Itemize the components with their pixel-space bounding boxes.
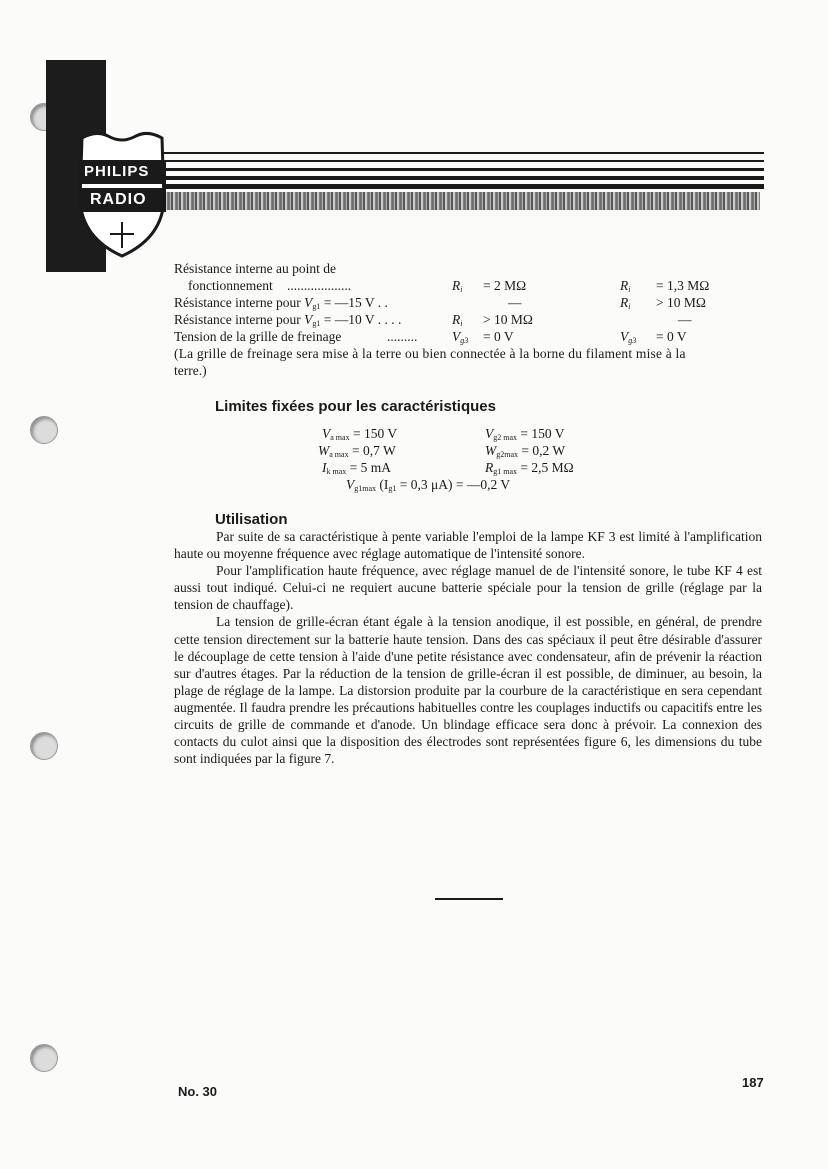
- spec-row3-value-2: —: [678, 312, 692, 327]
- spec-note-line2: terre.): [174, 363, 207, 378]
- footer-issue-number: No. 30: [178, 1084, 218, 1099]
- limit-vg2: $V_{g2 max} = 150$ V: [485, 426, 565, 442]
- page-number: 187: [742, 1075, 764, 1090]
- spec-row4-dots: .........: [387, 329, 418, 344]
- spec-row4-value-2: = 0 V: [656, 329, 687, 344]
- usage-paragraph-1: Par suite de sa caractéristique à pente variable l'emploi de la lampe KF 3 est limité à l'amplification haute ou moyenne fréquence avec réglage automatique de l'intensité sonore.: [174, 529, 762, 562]
- spec-row3-symbol: $R_i$: [452, 312, 463, 328]
- spec-row3-value: > 10 MΩ: [483, 312, 533, 327]
- spec-row1-dots: ...................: [287, 278, 352, 293]
- logo-text-radio: RADIO: [90, 191, 147, 208]
- header-rule-5: [160, 184, 764, 189]
- logo-text-philips: PHILIPS: [84, 163, 150, 180]
- spec-note-line1: (La grille de freinage sera mise à la terre ou bien connectée à la borne du filament mise à la: [174, 346, 686, 361]
- spec-row1-label-b: fonctionnement: [188, 278, 273, 293]
- header-rule-1: [160, 152, 764, 154]
- usage-heading: Utilisation: [215, 511, 288, 528]
- header-rule-3: [160, 168, 764, 171]
- header-rule-2: [160, 160, 764, 162]
- spec-row1-value-2: = 1,3 MΩ: [656, 278, 710, 293]
- spec-row4-symbol: $V_{g3}$: [452, 329, 469, 345]
- spec-row2-symbol-2: $R_i$: [620, 295, 631, 311]
- usage-paragraph-2: Pour l'amplification haute fréquence, avec réglage manuel de de l'intensité sonore, le tube KF 4 est aussi tout indiqué. Celui-ci ne requiert aucune batterie spéciale pour la tension de grille (réglage par la tension de chauffage).: [174, 563, 762, 613]
- limit-wa: $W_{a max} = 0,7$ W: [318, 443, 396, 459]
- binder-hole-3: [30, 732, 58, 760]
- limit-rg1: $R_{g1 max} = 2,5$ MΩ: [485, 460, 574, 476]
- spec-row1-symbol: $R_i$: [452, 278, 463, 294]
- usage-body: [174, 528, 762, 767]
- philips-radio-logo: [76, 130, 168, 260]
- spec-row2-value: —: [508, 295, 522, 310]
- spec-row4-symbol-2: $V_{g3}$: [620, 329, 637, 345]
- binder-hole-2: [30, 416, 58, 444]
- spec-row4-label: Tension de la grille de freinage: [174, 329, 342, 344]
- spec-row1-label-a: Résistance interne au point de: [174, 261, 336, 276]
- limits-heading: Limites fixées pour les caractéristiques: [215, 398, 496, 415]
- spec-row1-value: = 2 MΩ: [483, 278, 527, 293]
- limit-ik: $I_{k max} = 5$ mA: [322, 460, 392, 476]
- header-rule-4: [160, 176, 764, 180]
- spec-row1-symbol-2: $R_i$: [620, 278, 631, 294]
- binder-hole-4: [30, 1044, 58, 1072]
- header-texture-band: [160, 192, 760, 210]
- end-rule: [435, 898, 503, 900]
- spec-row4-value: = 0 V: [483, 329, 514, 344]
- limit-va: $V_{a max} = 150$ V: [322, 426, 398, 442]
- spec-row3-label: Résistance interne pour $V_{g1}$ = —10 V . . . .: [174, 312, 402, 328]
- spec-row2-value-2: > 10 MΩ: [656, 295, 706, 310]
- limit-vg1: $V_{g1max}$ ($I_{g1} = 0,3$ μA) = —0,2 V: [346, 477, 511, 493]
- usage-paragraph-3: La tension de grille-écran étant égale à la tension anodique, il est possible, en général, de prendre cette tension directement sur la batterie haute tension. Dans des cas spéciaux il peut être désirable d'assurer le découplage de cette tension à l'aide d'une petite résistance avec condensateur, afin de prévenir la réaction sur d'autres étages. Par la réduction de la tension de grille-écran il est possible, de diminuer, au besoin, la plage de réglage de la lampe. La distorsion produite par la courbure de la caractéristique en sera cependant augmentée. Il faudra prendre les précautions habituelles contre les couplages inductifs ou capacitifs entre les circuits de grille de commande et d'anode. Un blindage efficace sera donc à prévoir. La connexion des contacts du culot ainsi que la disposition des électrodes sont représentées figure 6, les dimensions du tube sont indiquées par la figure 7.: [174, 614, 762, 767]
- limit-wg2: $W_{g2max} = 0,2$ W: [485, 443, 566, 459]
- spec-row2-label: Résistance interne pour $V_{g1}$ = —15 V . .: [174, 295, 388, 311]
